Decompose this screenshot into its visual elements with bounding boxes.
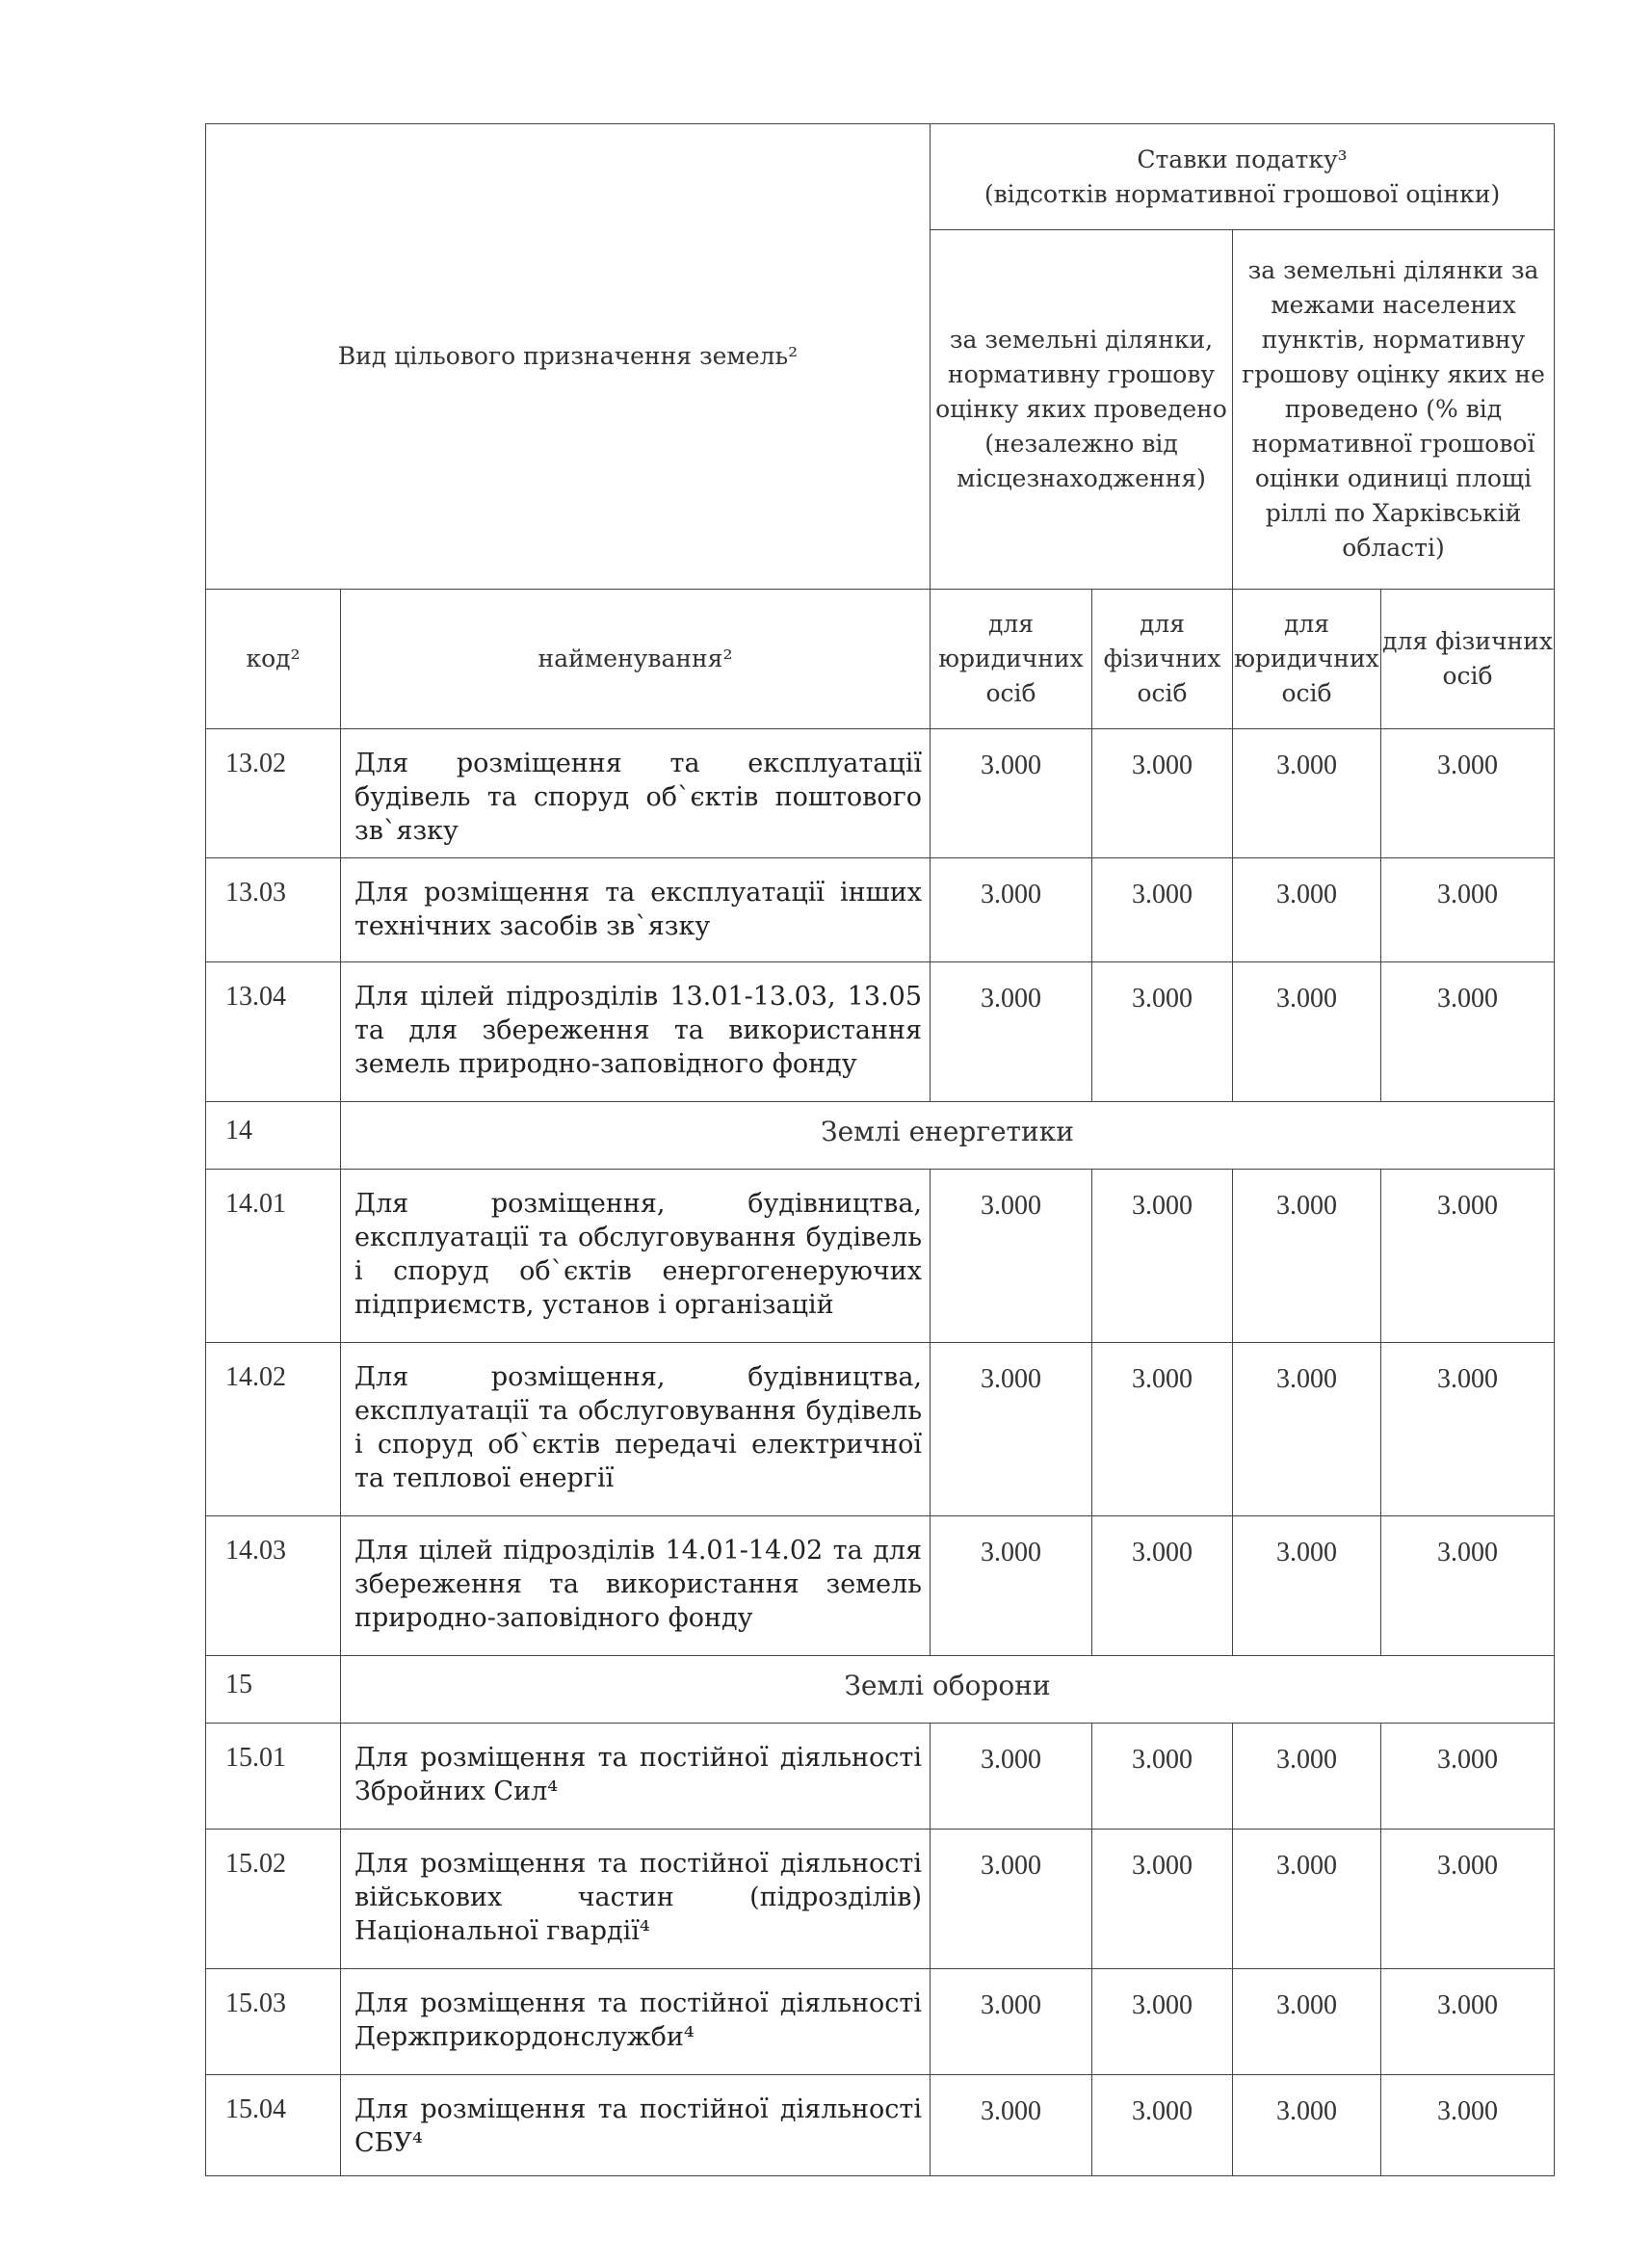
row-code: 14.01 bbox=[206, 1170, 341, 1343]
row-name: Для розміщення та постійної діяльності СБУ⁴ bbox=[341, 2075, 931, 2176]
rate-legal-not-assessed: 3.000 bbox=[1233, 1830, 1381, 1969]
row-name: Для розміщення та постійної діяльності військових частин (підрозділів) Національної гвардії⁴ bbox=[341, 1830, 931, 1969]
rate-legal-not-assessed: 3.000 bbox=[1233, 962, 1381, 1102]
rate-legal-not-assessed: 3.000 bbox=[1233, 1343, 1381, 1516]
land-purpose-header bbox=[206, 124, 931, 590]
rate-individual-not-assessed: 3.000 bbox=[1381, 962, 1555, 1102]
table-row bbox=[206, 1516, 1555, 1656]
table-row bbox=[206, 1830, 1555, 1969]
table-row bbox=[206, 858, 1555, 962]
rate-legal-assessed: 3.000 bbox=[931, 2075, 1092, 2176]
rate-individual-not-assessed: 3.000 bbox=[1381, 1969, 1555, 2075]
legal-entities-header-2: для юридичних осіб bbox=[1233, 590, 1381, 729]
rate-individual-assessed: 3.000 bbox=[1092, 1516, 1233, 1656]
row-code: 15.03 bbox=[206, 1969, 341, 2075]
table-row bbox=[206, 1969, 1555, 2075]
tax-rates-subtitle: (відсотків нормативної грошової оцінки) bbox=[983, 179, 1501, 208]
rate-legal-assessed: 3.000 bbox=[931, 1516, 1092, 1656]
rate-individual-assessed: 3.000 bbox=[1092, 2075, 1233, 2176]
section-title: Землі енергетики bbox=[341, 1102, 1555, 1170]
rate-individual-not-assessed: 3.000 bbox=[1381, 2075, 1555, 2176]
table-row bbox=[206, 1343, 1555, 1516]
legal-entities-header-1: для юридичних осіб bbox=[931, 590, 1092, 729]
rate-individual-assessed: 3.000 bbox=[1092, 962, 1233, 1102]
rate-legal-assessed: 3.000 bbox=[931, 962, 1092, 1102]
row-code: 15.04 bbox=[206, 2075, 341, 2176]
rate-legal-assessed: 3.000 bbox=[931, 729, 1092, 858]
section-row bbox=[206, 1102, 1555, 1170]
name-column-header: найменування² bbox=[341, 590, 931, 729]
row-code: 14.03 bbox=[206, 1516, 341, 1656]
rate-legal-not-assessed: 3.000 bbox=[1233, 729, 1381, 858]
table-row bbox=[206, 729, 1555, 858]
rate-individual-assessed: 3.000 bbox=[1092, 729, 1233, 858]
rate-legal-not-assessed: 3.000 bbox=[1233, 1969, 1381, 2075]
row-code: 13.04 bbox=[206, 962, 341, 1102]
tax-rates-title: Ставки податку³ bbox=[1137, 145, 1348, 173]
rate-legal-not-assessed: 3.000 bbox=[1233, 2075, 1381, 2176]
section-code: 15 bbox=[206, 1656, 341, 1724]
row-code: 15.02 bbox=[206, 1830, 341, 1969]
table-row bbox=[206, 962, 1555, 1102]
rate-individual-not-assessed: 3.000 bbox=[1381, 1724, 1555, 1830]
rate-individual-not-assessed: 3.000 bbox=[1381, 1830, 1555, 1969]
section-row bbox=[206, 1656, 1555, 1724]
row-code: 13.03 bbox=[206, 858, 341, 962]
rate-individual-assessed: 3.000 bbox=[1092, 1170, 1233, 1343]
rate-legal-assessed: 3.000 bbox=[931, 1830, 1092, 1969]
rate-individual-assessed: 3.000 bbox=[1092, 858, 1233, 962]
rate-legal-not-assessed: 3.000 bbox=[1233, 1516, 1381, 1656]
rate-individual-assessed: 3.000 bbox=[1092, 1830, 1233, 1969]
row-name: Для розміщення та експлуатації інших технічних засобів зв`язку bbox=[341, 858, 931, 962]
row-name: Для розміщення, будівництва, експлуатації та обслуговування будівель і споруд об`єктів передачі електричної та теплової енергії bbox=[341, 1343, 931, 1516]
rate-individual-not-assessed: 3.000 bbox=[1381, 1343, 1555, 1516]
row-name: Для розміщення та постійної діяльності Держприкордонслужби⁴ bbox=[341, 1969, 931, 2075]
tax-rates-header bbox=[931, 124, 1555, 230]
table-row bbox=[206, 2075, 1555, 2176]
code-column-header: код² bbox=[206, 590, 341, 729]
row-name: Для цілей підрозділів 14.01-14.02 та для збереження та використання земель природно-заповідного фонду bbox=[341, 1516, 931, 1656]
rate-individual-not-assessed: 3.000 bbox=[1381, 1516, 1555, 1656]
row-code: 13.02 bbox=[206, 729, 341, 858]
row-name: Для розміщення, будівництва, експлуатації та обслуговування будівель і споруд об`єктів енергогенеруючих підприємств, установ і організацій bbox=[341, 1170, 931, 1343]
rate-legal-not-assessed: 3.000 bbox=[1233, 858, 1381, 962]
rate-individual-assessed: 3.000 bbox=[1092, 1724, 1233, 1830]
table-row bbox=[206, 1170, 1555, 1343]
not-assessed-land-header: за земельні ділянки за межами населених пунктів, нормативну грошову оцінку яких не проведено (% від нормативної грошової оцінки одиниці площі ріллі по Харківській області) bbox=[1233, 230, 1555, 590]
section-title: Землі оборони bbox=[341, 1656, 1555, 1724]
rate-legal-assessed: 3.000 bbox=[931, 1724, 1092, 1830]
row-code: 15.01 bbox=[206, 1724, 341, 1830]
row-code: 14.02 bbox=[206, 1343, 341, 1516]
row-name: Для цілей підрозділів 13.01-13.03, 13.05 та для збереження та використання земель природно-заповідного фонду bbox=[341, 962, 931, 1102]
rate-individual-not-assessed: 3.000 bbox=[1381, 1170, 1555, 1343]
rate-legal-assessed: 3.000 bbox=[931, 1170, 1092, 1343]
assessed-land-header: за земельні ділянки, нормативну грошову оцінку яких проведено (незалежно від місцезнаходження) bbox=[931, 230, 1233, 590]
rate-individual-assessed: 3.000 bbox=[1092, 1343, 1233, 1516]
rate-legal-assessed: 3.000 bbox=[931, 858, 1092, 962]
individuals-header-2: для фізичних осіб bbox=[1381, 590, 1555, 729]
row-name: Для розміщення та постійної діяльності Збройних Сил⁴ bbox=[341, 1724, 931, 1830]
row-name: Для розміщення та експлуатації будівель та споруд об`єктів поштового зв`язку bbox=[341, 729, 931, 858]
land-purpose-header-label: Вид цільового призначення земель² bbox=[337, 342, 799, 370]
table-row bbox=[206, 1724, 1555, 1830]
rate-individual-not-assessed: 3.000 bbox=[1381, 729, 1555, 858]
land-tax-rates-table bbox=[205, 123, 1555, 2176]
rate-legal-assessed: 3.000 bbox=[931, 1969, 1092, 2075]
rate-individual-not-assessed: 3.000 bbox=[1381, 858, 1555, 962]
rate-legal-assessed: 3.000 bbox=[931, 1343, 1092, 1516]
rate-legal-not-assessed: 3.000 bbox=[1233, 1170, 1381, 1343]
individuals-header-1: для фізичних осіб bbox=[1092, 590, 1233, 729]
rate-legal-not-assessed: 3.000 bbox=[1233, 1724, 1381, 1830]
section-code: 14 bbox=[206, 1102, 341, 1170]
rate-individual-assessed: 3.000 bbox=[1092, 1969, 1233, 2075]
